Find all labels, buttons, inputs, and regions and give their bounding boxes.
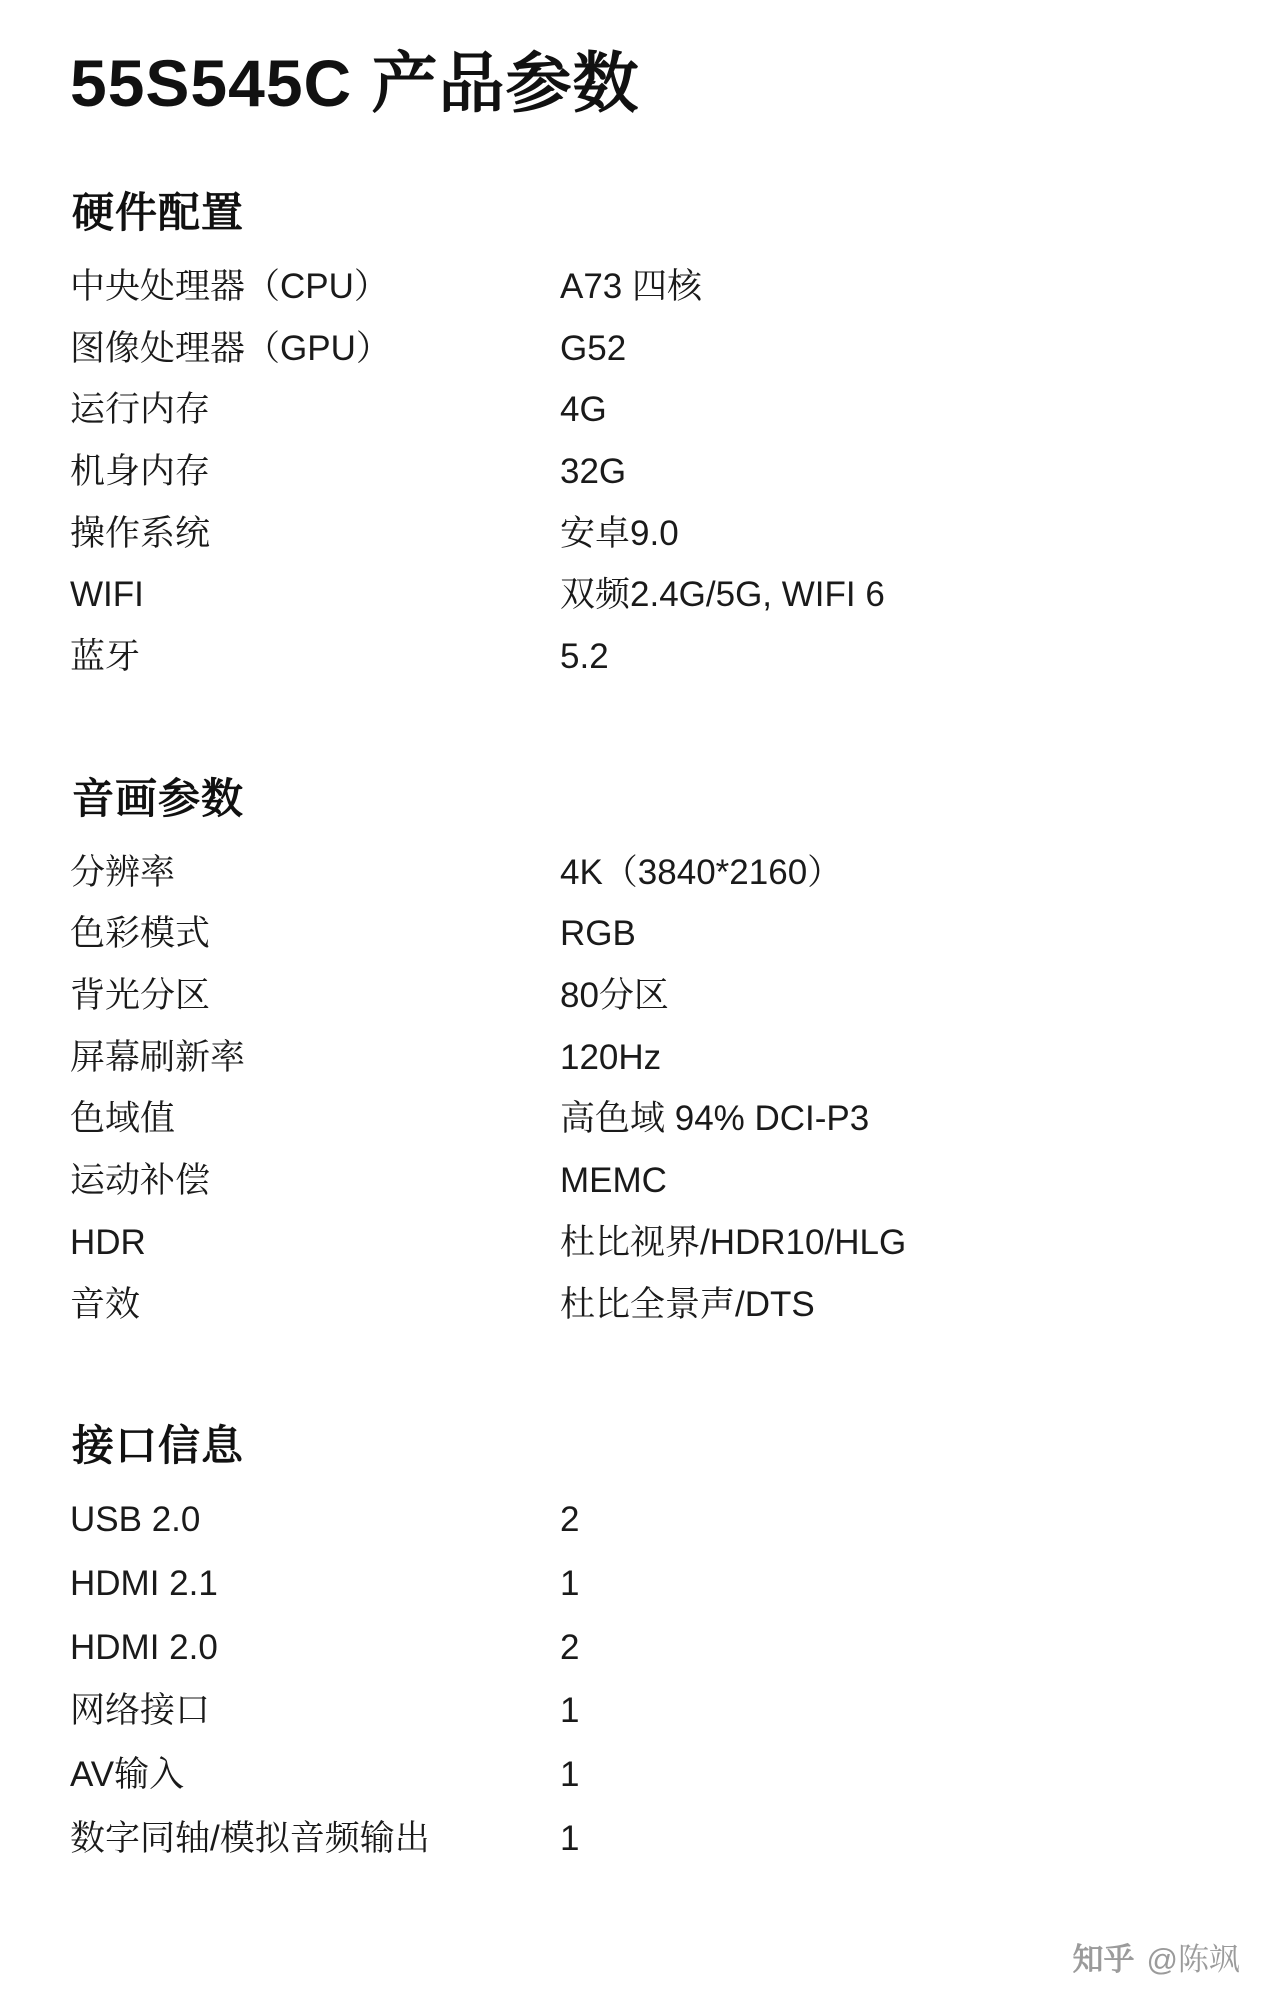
spec-value: MEMC bbox=[560, 1161, 667, 1201]
spec-label: 图像处理器（GPU） bbox=[70, 328, 391, 368]
section-title-audio-video: 音画参数 bbox=[72, 774, 245, 822]
spec-row bbox=[70, 1033, 1214, 1083]
spec-label: 蓝牙 bbox=[70, 637, 141, 677]
watermark bbox=[1073, 1934, 1240, 1979]
spec-row bbox=[70, 848, 1214, 898]
spec-row bbox=[70, 1156, 1214, 1206]
spec-row bbox=[70, 1559, 1214, 1609]
spec-row bbox=[70, 1218, 1214, 1268]
spec-label: 数字同轴/模拟音频输出 bbox=[70, 1818, 430, 1858]
spec-label: 中央处理器（CPU） bbox=[70, 266, 389, 306]
spec-label: HDR bbox=[70, 1222, 146, 1262]
spec-value: 32G bbox=[560, 451, 627, 491]
spec-label: 色域值 bbox=[70, 1099, 176, 1139]
spec-value: 2 bbox=[560, 1627, 580, 1667]
spec-value: G52 bbox=[560, 328, 627, 368]
spec-label: 背光分区 bbox=[70, 976, 211, 1016]
spec-label: 机身内存 bbox=[70, 451, 211, 491]
spec-value: 1 bbox=[560, 1691, 580, 1731]
spec-label: 分辨率 bbox=[70, 852, 176, 892]
spec-value: 4K（3840*2160） bbox=[560, 852, 843, 892]
spec-row bbox=[70, 971, 1214, 1021]
spec-label: 运行内存 bbox=[70, 390, 211, 430]
spec-label: 色彩模式 bbox=[70, 914, 211, 954]
spec-value: 高色域 94% DCI-P3 bbox=[560, 1099, 870, 1139]
spec-row bbox=[70, 324, 1214, 374]
spec-row bbox=[70, 1623, 1214, 1673]
spec-label: 屏幕刷新率 bbox=[70, 1037, 246, 1077]
spec-row bbox=[70, 570, 1214, 620]
spec-row bbox=[70, 1750, 1214, 1800]
spec-row bbox=[70, 1280, 1214, 1330]
watermark-username: @陈飒 bbox=[1146, 1942, 1240, 1977]
spec-row bbox=[70, 385, 1214, 435]
spec-row bbox=[70, 262, 1214, 312]
spec-row bbox=[70, 447, 1214, 497]
section-title-hardware: 硬件配置 bbox=[72, 188, 245, 236]
spec-value: 杜比视界/HDR10/HLG bbox=[560, 1222, 907, 1262]
spec-value: 2 bbox=[560, 1500, 580, 1540]
spec-value: 5.2 bbox=[560, 637, 609, 677]
section-ports bbox=[70, 1413, 1214, 1863]
spec-value: 双频2.4G/5G, WIFI 6 bbox=[560, 575, 885, 615]
spec-value: RGB bbox=[560, 914, 636, 954]
spec-label: HDMI 2.0 bbox=[70, 1627, 218, 1667]
spec-label: AV输入 bbox=[70, 1754, 185, 1794]
spec-label: 音效 bbox=[70, 1284, 141, 1324]
spec-value: A73 四核 bbox=[560, 266, 702, 306]
spec-value: 1 bbox=[560, 1818, 580, 1858]
spec-row bbox=[70, 1814, 1214, 1864]
spec-label: WIFI bbox=[70, 575, 144, 615]
spec-value: 1 bbox=[560, 1563, 580, 1603]
spec-row bbox=[70, 509, 1214, 559]
spec-value: 4G bbox=[560, 390, 607, 430]
spec-label: 操作系统 bbox=[70, 513, 211, 553]
spec-value: 80分区 bbox=[560, 976, 669, 1016]
spec-row bbox=[70, 1686, 1214, 1736]
section-title-ports: 接口信息 bbox=[72, 1422, 245, 1470]
spec-value: 120Hz bbox=[560, 1037, 662, 1077]
spec-label: HDMI 2.1 bbox=[70, 1563, 218, 1603]
spec-label: 网络接口 bbox=[70, 1691, 211, 1731]
page-title: 55S545C 产品参数 bbox=[70, 46, 640, 120]
section-hardware bbox=[70, 180, 1214, 682]
spec-row bbox=[70, 909, 1214, 959]
spec-value: 杜比全景声/DTS bbox=[560, 1284, 815, 1324]
spec-value: 1 bbox=[560, 1754, 580, 1794]
spec-row bbox=[70, 632, 1214, 682]
spec-row bbox=[70, 1094, 1214, 1144]
spec-label: USB 2.0 bbox=[70, 1500, 201, 1540]
section-audio-video bbox=[70, 766, 1214, 1330]
spec-label: 运动补偿 bbox=[70, 1161, 211, 1201]
spec-row bbox=[70, 1495, 1214, 1545]
spec-value: 安卓9.0 bbox=[560, 513, 679, 553]
zhihu-logo: 知乎 bbox=[1072, 1942, 1135, 1977]
